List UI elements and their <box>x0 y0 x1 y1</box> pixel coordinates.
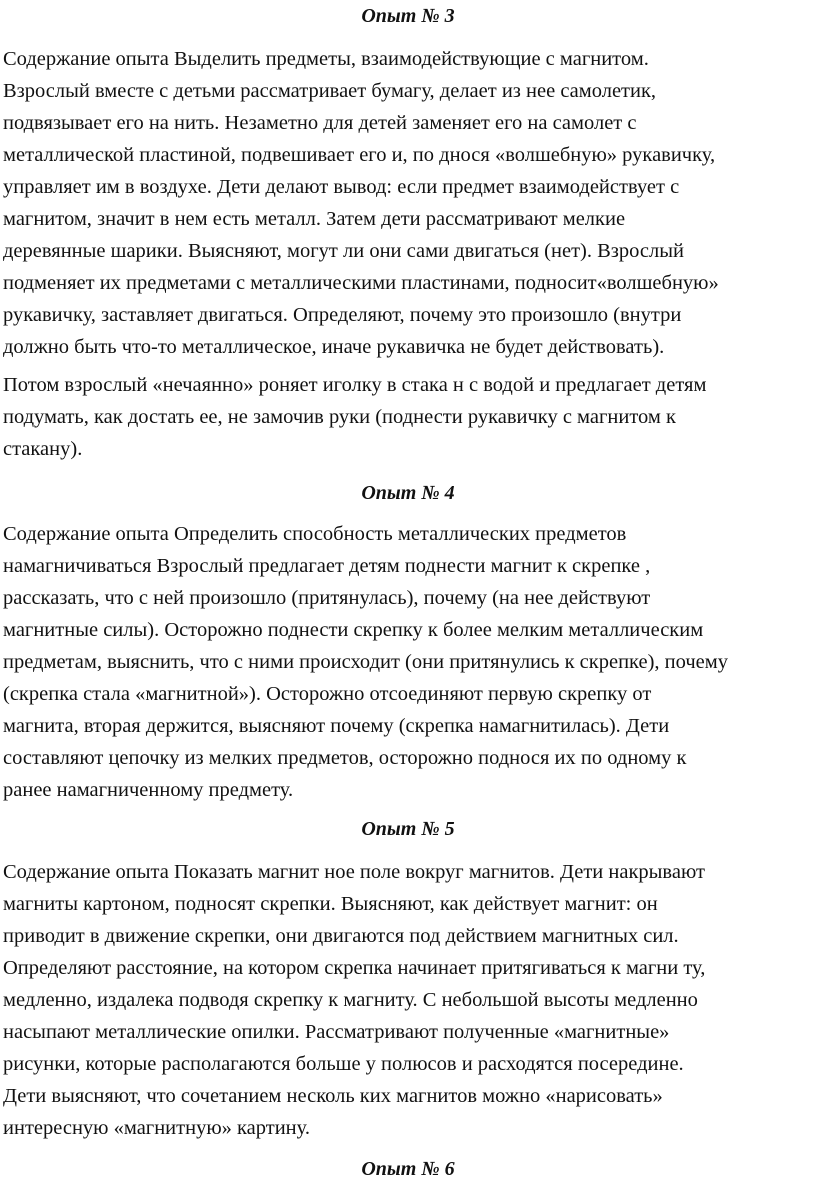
experiment-4-text-line: Содержание опыта Определить способность металлических предметов <box>3 523 627 545</box>
experiment-3-text-line: подменяет их предметами с металлическими пластинами, подносит«волшебную» <box>3 272 719 294</box>
experiment-3-text-line: Взрослый вместе с детьми рассматривает бумагу, делает из нее самолетик, <box>3 80 657 102</box>
experiment-5-text-line: интересную «магнитную» картину. <box>3 1117 310 1139</box>
experiment-4-text-line: предметам, выяснить, что с ними происходит (они притянулись к скрепке), почему <box>3 651 729 673</box>
experiment-4-text-line: рассказать, что с ней произошло (притянулась), почему (на нее действуют <box>3 587 651 609</box>
experiment-4-text-line: (скрепка стала «магнитной»). Осторожно отсоединяют первую скрепку от <box>3 683 652 705</box>
experiment-5-heading: Опыт № 5 <box>361 818 455 840</box>
experiment-3-heading: Опыт № 3 <box>361 5 455 27</box>
experiment-4-text-line: намагничиваться Взрослый предлагает детям поднести магнит к скрепке , <box>3 555 651 577</box>
experiment-3-text-line: стакану). <box>3 438 83 460</box>
experiment-3-text-line: подумать, как достать ее, не замочив руки (поднести рукавичку с магнитом к <box>3 406 676 428</box>
experiment-6-heading: Опыт № 6 <box>361 1158 455 1180</box>
experiment-4-text-line: магнита, вторая держится, выясняют почему (скрепка намагнитилась). Дети <box>3 715 670 737</box>
experiment-3-text-line: рукавичку, заставляет двигаться. Определяют, почему это произошло (внутри <box>3 304 682 326</box>
experiment-3-text-line: деревянные шарики. Выясняют, могут ли они сами двигаться (нет). Взрослый <box>3 240 684 262</box>
experiment-5-text-line: рисунки, которые располагаются больше у полюсов и расходятся посередине. <box>3 1053 684 1075</box>
experiment-3-text-line: подвязывает его на нить. Незаметно для детей заменяет его на самолет с <box>3 112 637 134</box>
experiment-4-heading: Опыт № 4 <box>361 482 455 504</box>
experiment-5-text-line: Содержание опыта Показать магнит ное поле вокруг магнитов. Дети накрывают <box>3 861 705 883</box>
experiment-4-text-line: ранее намагниченному предмету. <box>3 779 294 801</box>
experiment-5-text-line: Определяют расстояние, на котором скрепка начинает притягиваться к магни ту, <box>3 957 706 979</box>
experiment-4-text-line: магнитные силы). Осторожно поднести скрепку к более мелким металлическим <box>3 619 704 641</box>
experiment-3-text-line: управляет им в воздухе. Дети делают вывод: если предмет взаимодействует с <box>3 176 680 198</box>
experiment-5-text-line: медленно, издалека подводя скрепку к магниту. С небольшой высоты медленно <box>3 989 698 1011</box>
experiment-5-text-line: магниты картоном, подносят скрепки. Выясняют, как действует магнит: он <box>3 893 658 915</box>
experiment-5-text-line: насыпают металлические опилки. Рассматривают полученные «магнитные» <box>3 1021 670 1043</box>
experiment-5-text-line: приводит в движение скрепки, они двигаются под действием магнитных сил. <box>3 925 679 947</box>
experiment-3-text-line: должно быть что-то металлическое, иначе рукавичка не будет действовать). <box>3 336 665 358</box>
experiment-4-text-line: составляют цепочку из мелких предметов, осторожно поднося их по одному к <box>3 747 687 769</box>
experiment-3-text-line: металлической пластиной, подвешивает его и, по днося «волшебную» рукавичку, <box>3 144 716 166</box>
experiment-3-text-line: Потом взрослый «нечаянно» роняет иголку в стака н с водой и предлагает детям <box>3 374 707 396</box>
experiment-3-text-line: Содержание опыта Выделить предметы, взаимодействующие с магнитом. <box>3 48 649 70</box>
experiment-5-text-line: Дети выясняют, что сочетанием несколь ких магнитов можно «нарисовать» <box>3 1085 663 1107</box>
experiment-3-text-line: магнитом, значит в нем есть металл. Затем дети рассматривают мелкие <box>3 208 626 230</box>
